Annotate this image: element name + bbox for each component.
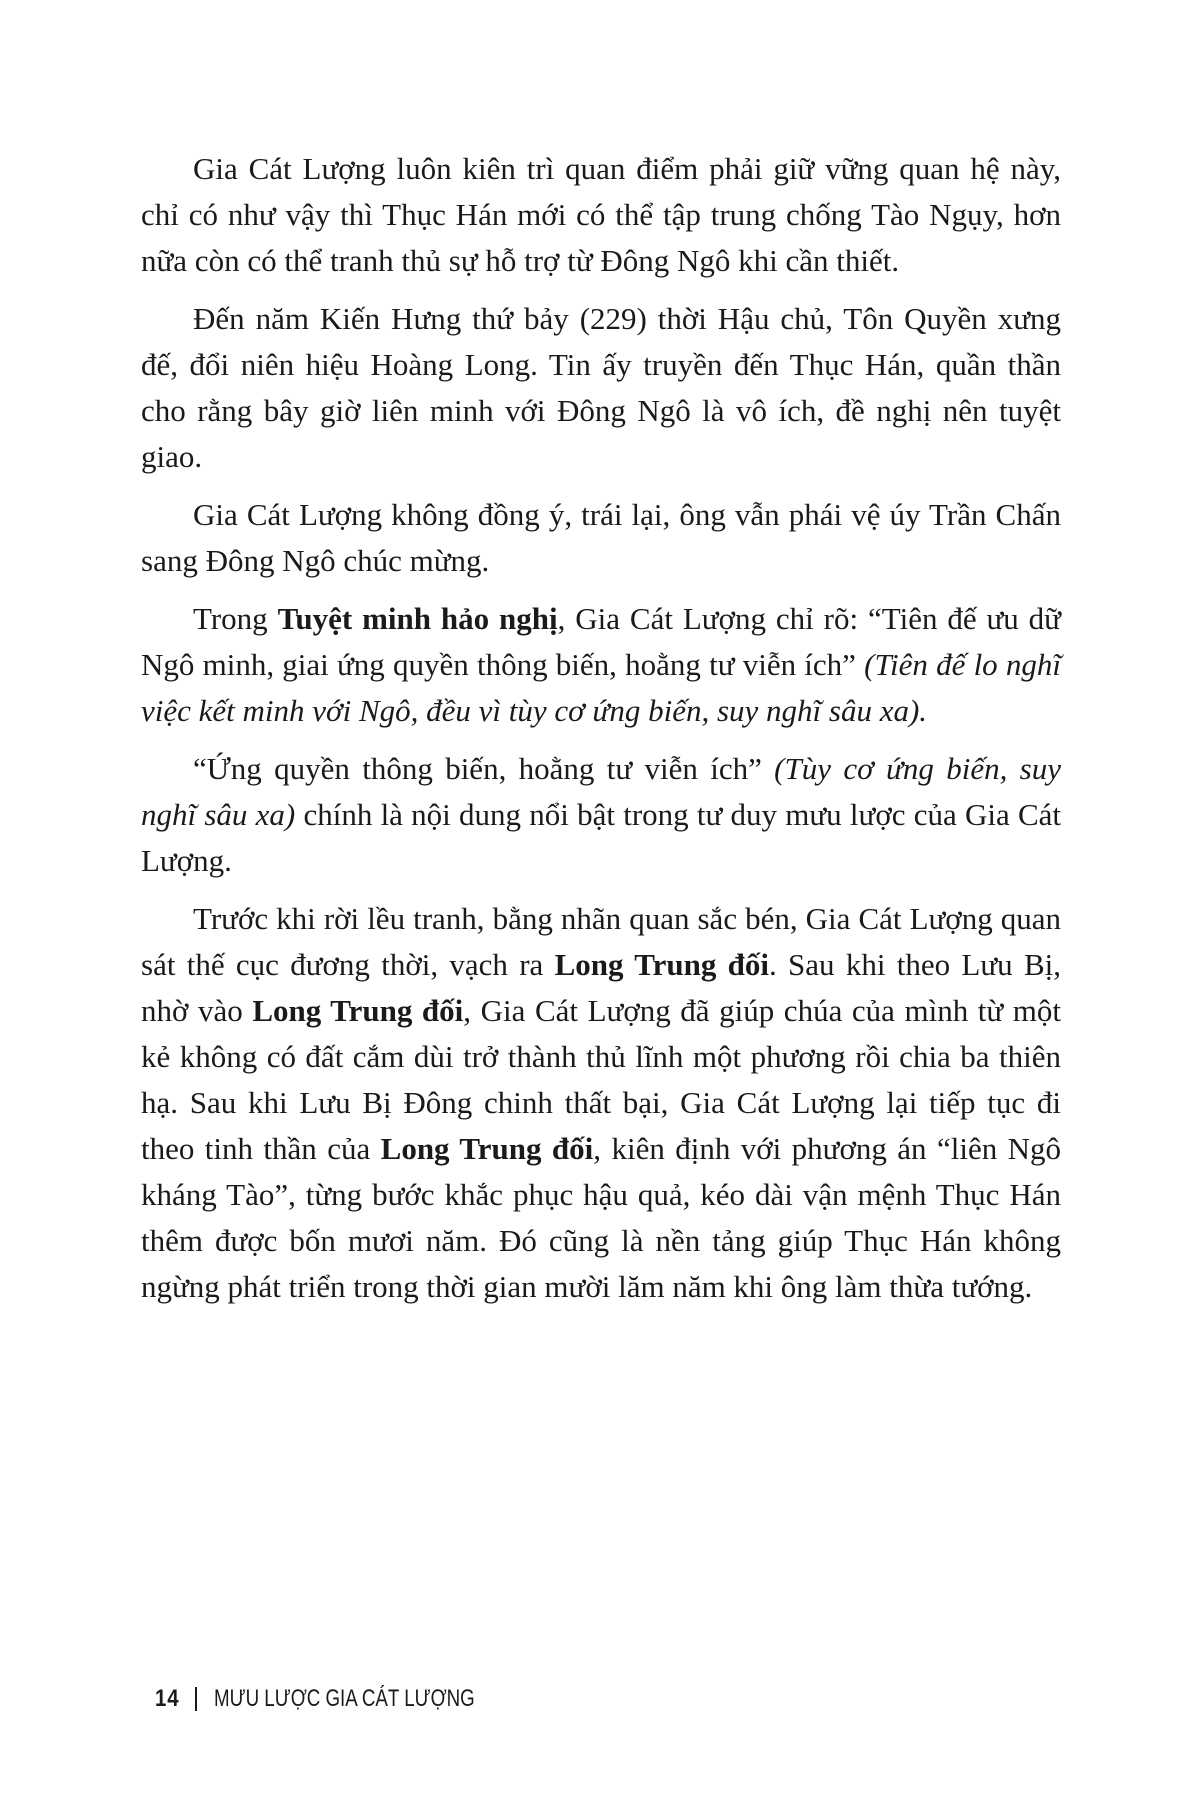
- italic-translation: (Tùy cơ ứng biến, suy nghĩ sâu xa): [141, 751, 1061, 832]
- text-span: Gia Cát Lượng không đồng ý, trái lại, ông vẫn phái vệ úy Trần Chấn sang Đông Ngô chúc mừng.: [141, 497, 1061, 578]
- text-span: Gia Cát Lượng luôn kiên trì quan điểm phải giữ vững quan hệ này, chỉ có như vậy thì Thục Hán mới có thể tập trung chống Tào Ngụy, hơn nữa còn có thể tranh thủ sự hỗ trợ từ Đông Ngô khi cần thiết.: [141, 151, 1061, 278]
- bold-title-long-trung-doi: Long Trung đối: [380, 1131, 594, 1166]
- paragraph-3: [141, 492, 1061, 584]
- text-span: “Ứng quyền thông biến, hoằng tư viễn ích”: [193, 751, 775, 786]
- paragraph-5: [141, 746, 1061, 884]
- italic-translation: (Tiên đế lo nghĩ việc kết minh với Ngô, đều vì tùy cơ ứng biến, suy nghĩ sâu xa).: [141, 647, 1061, 728]
- body-text: [141, 146, 1061, 1322]
- text-span: , kiên định với phương án “liên Ngô kháng Tào”, từng bước khắc phục hậu quả, kéo dài vận mệnh Thục Hán thêm được bốn mươi năm. Đó cũng là nền tảng giúp Thục Hán không ngừng phát triển trong thời gian mười lăm năm khi ông làm thừa tướng.: [141, 1131, 1062, 1304]
- running-title: MƯU LƯỢC GIA CÁT LƯỢNG: [213, 1685, 475, 1712]
- text-span: Đến năm Kiến Hưng thứ bảy (229) thời Hậu chủ, Tôn Quyền xưng đế, đổi niên hiệu Hoàng Long. Tin ấy truyền đến Thục Hán, quần thần cho rằng bây giờ liên minh với Đông Ngô là vô ích, đề nghị nên tuyệt giao.: [141, 301, 1061, 474]
- bold-title-tuyet-minh-hao-nghi: Tuyệt minh hảo nghị: [277, 601, 558, 636]
- text-span: , Gia Cát Lượng chỉ rõ: “Tiên đế ưu dữ Ngô minh, giai ứng quyền thông biến, hoằng tư viễn ích”: [141, 601, 1061, 682]
- text-span: , Gia Cát Lượng đã giúp chúa của mình từ một kẻ không có đất cắm dùi trở thành thủ lĩnh một phương rồi chia ba thiên hạ. Sau khi Lưu Bị Đông chinh thất bại, Gia Cát Lượng lại tiếp tục đi theo tinh thần của: [141, 993, 1062, 1166]
- page-number: 14: [155, 1685, 180, 1712]
- page-footer: [155, 1684, 548, 1714]
- footer-divider: [195, 1687, 197, 1711]
- paragraph-1: [141, 146, 1061, 284]
- text-span: Trong: [193, 601, 278, 636]
- text-span: Trước khi rời lều tranh, bằng nhãn quan sắc bén, Gia Cát Lượng quan sát thế cục đương thời, vạch ra: [141, 901, 1061, 982]
- bold-title-long-trung-doi: Long Trung đối: [554, 947, 769, 982]
- paragraph-4: [141, 596, 1061, 734]
- paragraph-6: [141, 896, 1061, 1310]
- text-span: . Sau khi theo Lưu Bị, nhờ vào: [141, 947, 1061, 1028]
- bold-title-long-trung-doi: Long Trung đối: [252, 993, 464, 1028]
- text-span: chính là nội dung nổi bật trong tư duy mưu lược của Gia Cát Lượng.: [141, 797, 1061, 878]
- paragraph-2: [141, 296, 1061, 480]
